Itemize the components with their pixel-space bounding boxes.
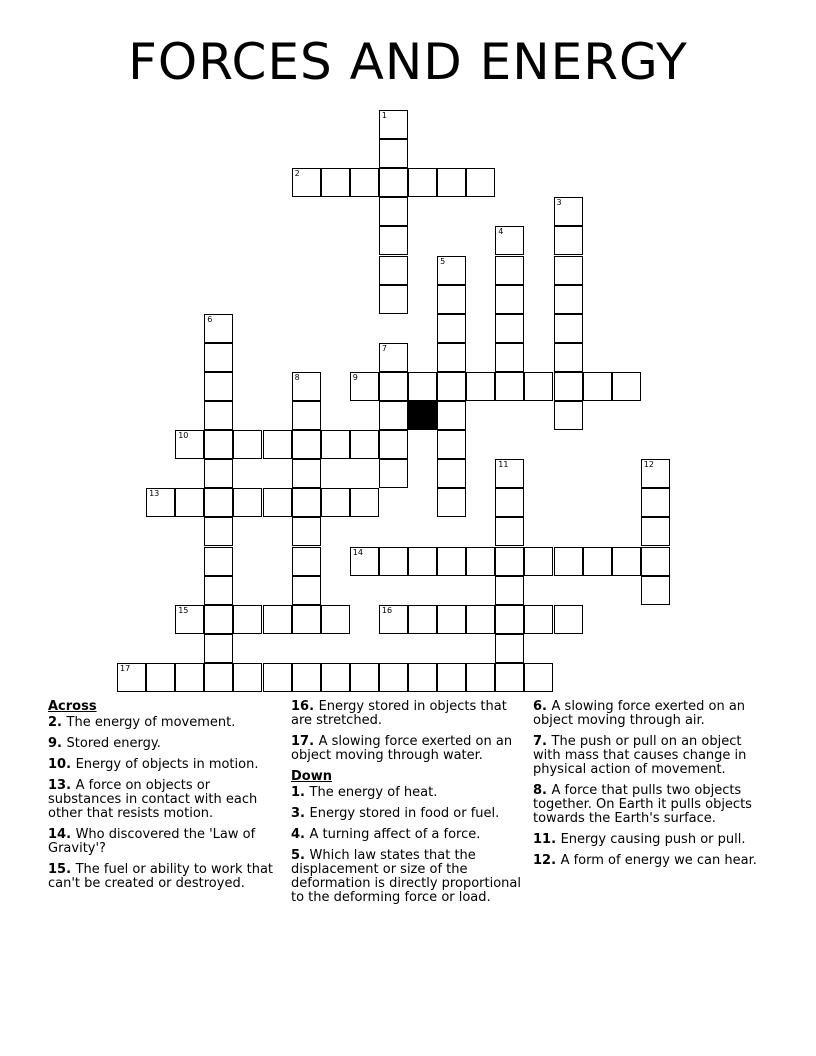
cell-number: 10: [178, 431, 189, 441]
grid-cell[interactable]: [495, 256, 524, 285]
grid-cell[interactable]: [379, 256, 408, 285]
grid-cell[interactable]: [466, 663, 495, 692]
grid-cell[interactable]: [612, 372, 641, 401]
grid-cell[interactable]: [437, 256, 466, 285]
clue-text: Who discovered the 'Law of Gravity'?: [48, 827, 256, 856]
cell-number: 11: [498, 460, 509, 470]
grid-cell[interactable]: [437, 343, 466, 372]
grid-cell[interactable]: [292, 576, 321, 605]
grid-cell[interactable]: [117, 663, 146, 692]
grid-cell[interactable]: [204, 488, 233, 517]
cell-number: 4: [498, 227, 504, 237]
down-clue-list: [291, 786, 526, 905]
clue-text: The fuel or ability to work that can't be created or destroyed.: [48, 862, 274, 891]
grid-cell[interactable]: [495, 605, 524, 634]
grid-cell[interactable]: [350, 547, 379, 576]
grid-cell[interactable]: [641, 576, 670, 605]
grid-cell[interactable]: [204, 547, 233, 576]
clue: [48, 758, 283, 772]
clue-text: Stored energy.: [66, 736, 161, 751]
clue: [533, 735, 768, 777]
grid-cell[interactable]: [350, 488, 379, 517]
grid-cell[interactable]: [204, 430, 233, 459]
clues-column-1: [48, 700, 283, 898]
grid-cell[interactable]: [204, 517, 233, 546]
grid-cell[interactable]: [641, 459, 670, 488]
grid-cell[interactable]: [466, 372, 495, 401]
clue-text: Which law states that the displacement or size of the deformation is directly proportional to the deforming force or load.: [291, 848, 521, 905]
grid-cell[interactable]: [263, 663, 292, 692]
across-clue-list: [48, 716, 283, 891]
grid-cell[interactable]: [379, 401, 408, 430]
clue-text: A slowing force exerted on an object moving through air.: [533, 699, 746, 728]
grid-cell[interactable]: [379, 285, 408, 314]
grid-cell[interactable]: [292, 168, 321, 197]
across-clue-list-continued: [291, 700, 526, 763]
clue-number: 1.: [291, 785, 310, 800]
grid-cell[interactable]: [437, 314, 466, 343]
clue: [291, 786, 526, 800]
clue-number: 8.: [533, 783, 552, 798]
grid-cell[interactable]: [466, 547, 495, 576]
grid-cell[interactable]: [524, 663, 553, 692]
clue-number: 13.: [48, 778, 76, 793]
grid-cell[interactable]: [437, 605, 466, 634]
clue-number: 12.: [533, 853, 561, 868]
grid-cell[interactable]: [437, 430, 466, 459]
grid-cell[interactable]: [379, 605, 408, 634]
grid-cell[interactable]: [350, 372, 379, 401]
clue: [291, 849, 526, 905]
cell-number: 12: [643, 460, 654, 470]
clue: [291, 807, 526, 821]
grid-cell[interactable]: [350, 430, 379, 459]
grid-cell[interactable]: [379, 343, 408, 372]
grid-cell[interactable]: [437, 459, 466, 488]
clue: [48, 828, 283, 856]
grid-cell[interactable]: [408, 372, 437, 401]
cell-number: 9: [352, 372, 358, 382]
grid-cell[interactable]: [263, 430, 292, 459]
grid-cell[interactable]: [233, 605, 262, 634]
clue-number: 9.: [48, 736, 67, 751]
grid-cell[interactable]: [408, 168, 437, 197]
grid-cell[interactable]: [524, 605, 553, 634]
grid-cell[interactable]: [321, 168, 350, 197]
down-heading: Down: [291, 769, 332, 784]
grid-cell[interactable]: [350, 663, 379, 692]
cell-number: 14: [352, 547, 363, 557]
grid-cell[interactable]: [204, 314, 233, 343]
clue-number: 6.: [533, 699, 552, 714]
grid-cell[interactable]: [554, 285, 583, 314]
grid-cell[interactable]: [379, 547, 408, 576]
clue: [48, 863, 283, 891]
clue-number: 16.: [291, 699, 319, 714]
grid-cell[interactable]: [554, 197, 583, 226]
cell-number: 17: [120, 663, 131, 673]
grid-cell[interactable]: [321, 430, 350, 459]
grid-cell[interactable]: [583, 372, 612, 401]
clue-number: 11.: [533, 832, 561, 847]
grid-cell[interactable]: [524, 547, 553, 576]
grid-cell[interactable]: [495, 226, 524, 255]
grid-cell[interactable]: [495, 547, 524, 576]
grid-cell[interactable]: [524, 372, 553, 401]
grid-cell[interactable]: [641, 517, 670, 546]
puzzle-title: FORCES AND ENERGY: [128, 33, 688, 91]
grid-cell[interactable]: [554, 547, 583, 576]
grid-cell[interactable]: [379, 663, 408, 692]
clue: [291, 735, 526, 763]
grid-cell[interactable]: [612, 547, 641, 576]
clue-number: 2.: [48, 715, 67, 730]
grid-cell[interactable]: [175, 663, 204, 692]
grid-cell[interactable]: [379, 197, 408, 226]
clues-column-2: [291, 700, 526, 912]
clue-number: 3.: [291, 806, 310, 821]
cell-number: 5: [440, 256, 446, 266]
grid-cell[interactable]: [204, 605, 233, 634]
clue-number: 14.: [48, 827, 76, 842]
grid-cell[interactable]: [379, 459, 408, 488]
grid-cell[interactable]: [641, 488, 670, 517]
down-clue-list-continued: [533, 700, 768, 868]
grid-cell[interactable]: [292, 430, 321, 459]
grid-cell[interactable]: [495, 663, 524, 692]
grid-cell[interactable]: [321, 488, 350, 517]
cell-number: 1: [381, 111, 387, 120]
clue: [291, 828, 526, 842]
clue-text: Energy stored in food or fuel.: [309, 806, 500, 821]
clue: [533, 784, 768, 826]
grid-cell[interactable]: [233, 663, 262, 692]
clue-text: Energy stored in objects that are stretched.: [291, 699, 507, 728]
grid-cell[interactable]: [204, 372, 233, 401]
clue: [291, 700, 526, 728]
cell-number: 7: [381, 343, 387, 353]
grid-cell[interactable]: [204, 576, 233, 605]
grid-cell[interactable]: [292, 372, 321, 401]
grid-cell[interactable]: [175, 488, 204, 517]
clue: [533, 700, 768, 728]
clue-number: 4.: [291, 827, 310, 842]
clue-text: The energy of movement.: [66, 715, 236, 730]
clue: [48, 716, 283, 730]
grid-cell[interactable]: [175, 430, 204, 459]
grid-cell[interactable]: [350, 168, 379, 197]
grid-cell[interactable]: [379, 430, 408, 459]
grid-cell[interactable]: [437, 488, 466, 517]
grid-cell[interactable]: [379, 372, 408, 401]
grid-cell[interactable]: [495, 314, 524, 343]
grid-cell[interactable]: [554, 343, 583, 372]
clue-number: 5.: [291, 848, 310, 863]
grid-cell[interactable]: [233, 430, 262, 459]
clue: [48, 779, 283, 821]
grid-cell[interactable]: [466, 168, 495, 197]
clue-text: The energy of heat.: [309, 785, 438, 800]
grid-cell[interactable]: [321, 663, 350, 692]
grid-cell[interactable]: [379, 226, 408, 255]
cell-number: 8: [294, 372, 300, 382]
clue-text: A slowing force exerted on an object moving through water.: [291, 734, 513, 763]
grid-cell[interactable]: [408, 663, 437, 692]
grid-cell[interactable]: [321, 605, 350, 634]
grid-cell[interactable]: [495, 343, 524, 372]
clue: [48, 737, 283, 751]
grid-cell[interactable]: [495, 517, 524, 546]
cell-number: 2: [294, 169, 300, 179]
clue-text: The push or pull on an object with mass that causes change in physical action of movement.: [533, 734, 747, 777]
clue-text: A form of energy we can hear.: [560, 853, 757, 868]
grid-cell[interactable]: [437, 372, 466, 401]
grid-cell[interactable]: [379, 110, 408, 139]
grid-cell[interactable]: [146, 663, 175, 692]
grid-cell[interactable]: [408, 605, 437, 634]
grid-cell[interactable]: [466, 605, 495, 634]
grid-cell[interactable]: [554, 605, 583, 634]
grid-cell[interactable]: [495, 372, 524, 401]
grid-cell[interactable]: [495, 576, 524, 605]
grid-cell[interactable]: [292, 459, 321, 488]
grid-cell[interactable]: [204, 401, 233, 430]
clue-text: A force on objects or substances in contact with each other that resists motion.: [48, 778, 258, 821]
across-heading: Across: [48, 699, 97, 714]
grid-cell[interactable]: [554, 401, 583, 430]
grid-cell[interactable]: [204, 343, 233, 372]
grid-cell[interactable]: [554, 314, 583, 343]
clue-text: Energy causing push or pull.: [560, 832, 746, 847]
cell-number: 6: [207, 314, 213, 324]
clue-text: A turning affect of a force.: [309, 827, 481, 842]
grid-cell[interactable]: [583, 547, 612, 576]
grid-cell[interactable]: [437, 663, 466, 692]
grid-cell[interactable]: [292, 547, 321, 576]
clue-text: Energy of objects in motion.: [75, 757, 259, 772]
clue-number: 15.: [48, 862, 76, 877]
grid-cell[interactable]: [437, 401, 466, 430]
grid-cell[interactable]: [263, 605, 292, 634]
grid-cell[interactable]: [554, 372, 583, 401]
grid-cell[interactable]: [495, 488, 524, 517]
clue-number: 17.: [291, 734, 319, 749]
clue-number: 10.: [48, 757, 76, 772]
grid-cell[interactable]: [292, 663, 321, 692]
grid-cell[interactable]: [204, 634, 233, 663]
grid-cell[interactable]: [437, 547, 466, 576]
grid-cell[interactable]: [437, 168, 466, 197]
grid-cell[interactable]: [292, 488, 321, 517]
grid-cell[interactable]: [263, 488, 292, 517]
grid-cell[interactable]: [554, 256, 583, 285]
grid-cell[interactable]: [408, 547, 437, 576]
clue-number: 7.: [533, 734, 552, 749]
clue-text: A force that pulls two objects together. On Earth it pulls objects towards the Earth's surface.: [533, 783, 752, 826]
black-cell: [408, 401, 437, 430]
grid-cell[interactable]: [175, 605, 204, 634]
grid-cell[interactable]: [146, 488, 175, 517]
cell-number: 16: [381, 605, 393, 615]
clue: [533, 854, 768, 868]
grid-cell[interactable]: [204, 663, 233, 692]
cell-number: 3: [556, 198, 562, 208]
grid-cell[interactable]: [379, 139, 408, 168]
grid-cell[interactable]: [233, 488, 262, 517]
grid-cell[interactable]: [292, 517, 321, 546]
grid-cell[interactable]: [554, 226, 583, 255]
grid-cell[interactable]: [204, 459, 233, 488]
clue: [533, 833, 768, 847]
grid-cell[interactable]: [641, 547, 670, 576]
grid-cell[interactable]: [495, 459, 524, 488]
grid-cell[interactable]: [292, 605, 321, 634]
grid-cell[interactable]: [379, 168, 408, 197]
clues-column-3: [533, 700, 768, 875]
grid-cell[interactable]: [495, 285, 524, 314]
cell-number: 13: [149, 489, 160, 499]
grid-cell[interactable]: [495, 634, 524, 663]
grid-cell[interactable]: [292, 401, 321, 430]
grid-cell[interactable]: [437, 285, 466, 314]
cell-number: 15: [178, 605, 189, 615]
